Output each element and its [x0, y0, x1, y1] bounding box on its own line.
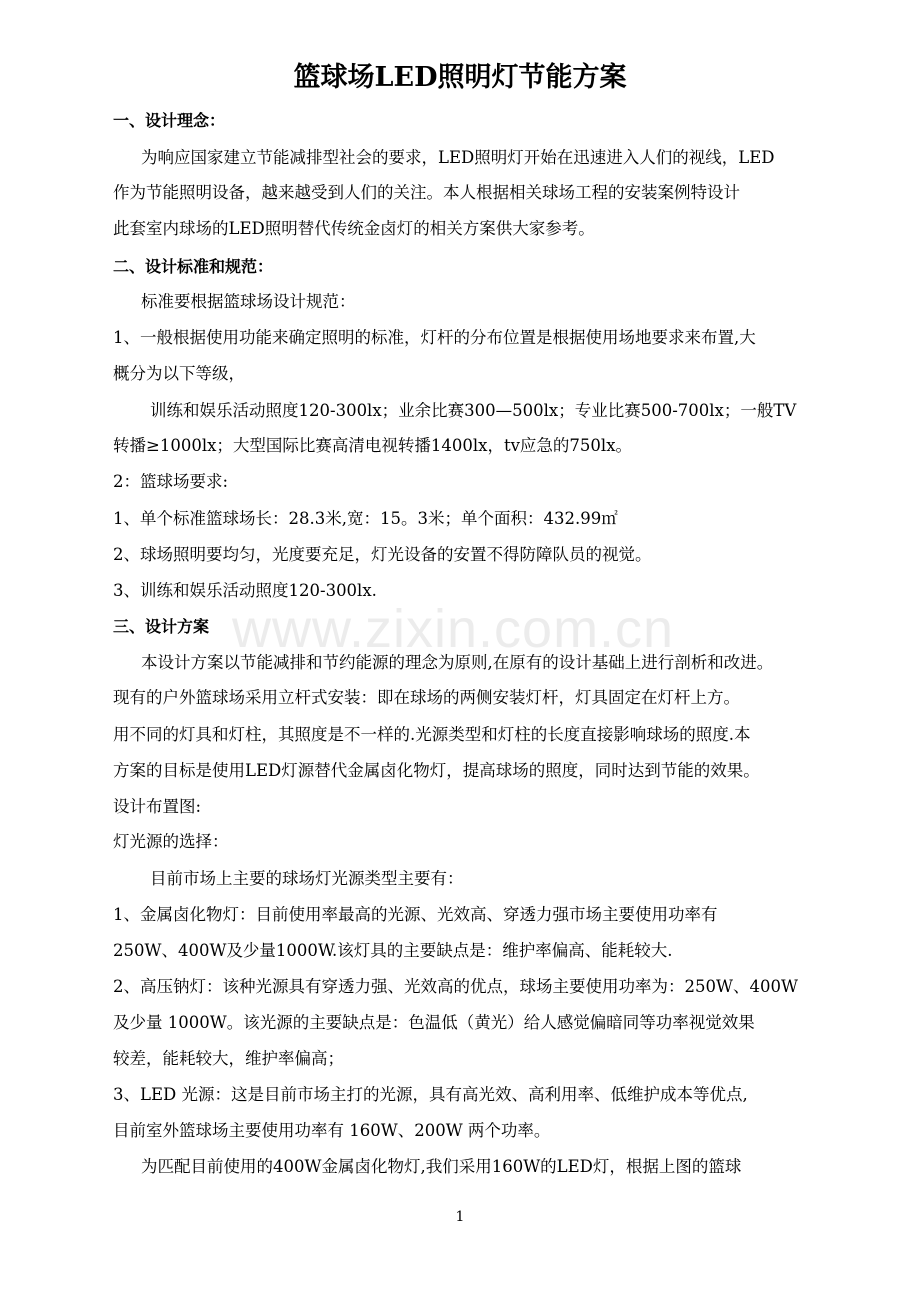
paragraph-line: 用不同的灯具和灯柱，其照度是不一样的.光源类型和灯柱的长度直接影响球场的照度.本 [113, 725, 751, 744]
paragraph-line: 250W、400W及少量1000W.该灯具的主要缺点是：维护率偏高、能耗较大. [113, 941, 673, 960]
paragraph-line: 2：篮球场要求: [113, 472, 229, 491]
paragraph-line: 3、LED 光源：这是目前市场主打的光源，具有高光效、高利用率、低维护成本等优点, [113, 1085, 748, 1104]
paragraph-line: 概分为以下等级， [113, 364, 245, 383]
paragraph-line: 较差，能耗较大，维护率偏高； [113, 1049, 344, 1068]
paragraph-line: 目前市场上主要的球场灯光源类型主要有： [150, 869, 464, 888]
paragraph-line: 为响应国家建立节能减排型社会的要求，LED照明灯开始在迅速进入人们的视线，LED [141, 148, 775, 167]
paragraph-line: 1、单个标准篮球场长：28.3米,宽：15。3米；单个面积：432.99㎡ [113, 509, 618, 528]
paragraph-line: 为匹配目前使用的400W金属卤化物灯,我们采用160W的LED灯，根据上图的篮球 [141, 1157, 742, 1176]
document-title: 篮球场LED照明灯节能方案 [293, 62, 627, 93]
paragraph-line: 1、金属卤化物灯：目前使用率最高的光源、光效高、穿透力强市场主要使用功率有 [113, 905, 718, 924]
paragraph-line: 灯光源的选择： [113, 832, 229, 851]
paragraph-line: 2、高压钠灯：该种光源具有穿透力强、光效高的优点，球场主要使用功率为：250W、400W [113, 977, 798, 996]
paragraph-line: 标准要根据篮球场设计规范： [141, 292, 356, 311]
section-heading-1: 一、设计理念： [113, 111, 226, 130]
section-heading-2: 二、设计标准和规范： [113, 257, 274, 276]
paragraph-line: 2、球场照明要均匀，光度要充足，灯光设备的安置不得防障队员的视觉。 [113, 545, 652, 564]
paragraph-line: 转播≥1000lx；大型国际比赛高清电视转播1400lx，tv应急的750lx。 [113, 436, 633, 455]
section-heading-3: 三、设计方案 [113, 617, 210, 636]
paragraph-line: 设计布置图: [113, 797, 202, 816]
paragraph-line: 及少量 1000W。该光源的主要缺点是：色温低（黄光）给人感觉偏暗同等功率视觉效果 [113, 1013, 755, 1032]
paragraph-line: 3、训练和娱乐活动照度120-300lx. [113, 581, 377, 600]
watermark: www.zixin.com.cn [232, 599, 675, 659]
paragraph-line: 此套室内球场的LED照明替代传统金卤灯的相关方案供大家参考。 [113, 219, 595, 238]
page-number: 1 [455, 1209, 465, 1225]
paragraph-line: 训练和娱乐活动照度120-300lx；业余比赛300—500lx；专业比赛500-700lx；一般TV [150, 401, 797, 420]
paragraph-line: 目前室外篮球场主要使用功率有 160W、200W 两个功率。 [113, 1121, 551, 1140]
paragraph-line: 作为节能照明设备，越来越受到人们的关注。本人根据相关球场工程的安装案例特设计 [113, 183, 740, 202]
paragraph-line: 本设计方案以节能减排和节约能源的理念为原则,在原有的设计基础上进行剖析和改进。 [141, 653, 774, 672]
paragraph-line: 1、一般根据使用功能来确定照明的标准，灯杆的分布位置是根据使用场地要求来布置,大 [113, 328, 756, 347]
paragraph-line: 现有的户外篮球场采用立杆式安装：即在球场的两侧安装灯杆，灯具固定在灯杆上方。 [113, 688, 740, 707]
paragraph-line: 方案的目标是使用LED灯源替代金属卤化物灯，提高球场的照度，同时达到节能的效果。 [113, 761, 760, 780]
